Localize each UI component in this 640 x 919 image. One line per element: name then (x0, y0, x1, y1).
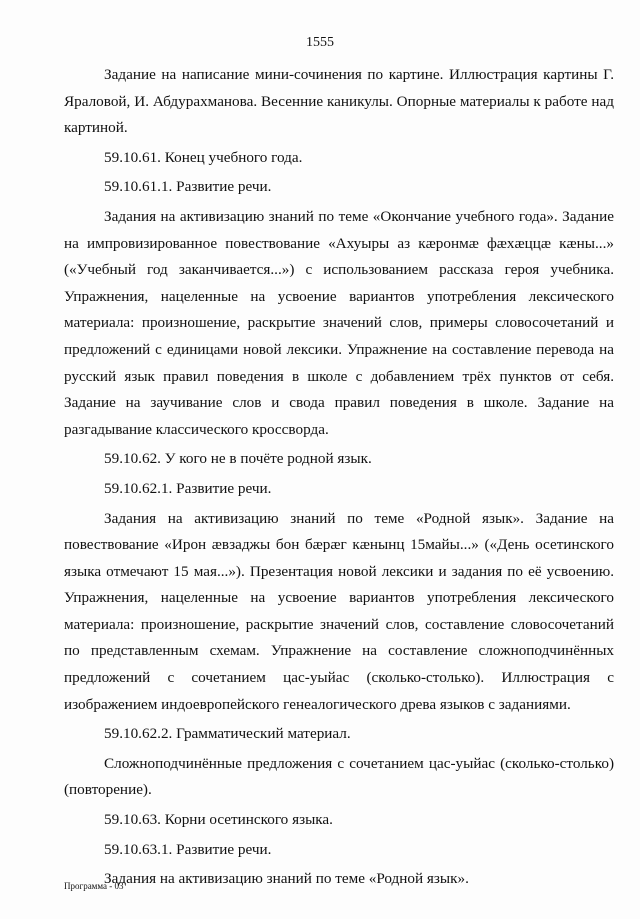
page-number: 1555 (306, 35, 334, 50)
heading-59-10-62: 59.10.62. У кого не в почёте родной язык. (104, 450, 372, 468)
heading-59-10-61-1: 59.10.61.1. Развитие речи. (104, 178, 272, 196)
paragraph-activation-tasks: Задания на активизацию знаний по теме «Родной язык». (104, 870, 469, 888)
heading-59-10-61: 59.10.61. Конец учебного года. (104, 148, 303, 166)
heading-59-10-63-1: 59.10.63.1. Развитие речи. (104, 840, 272, 858)
heading-59-10-63: 59.10.63. Корни осетинского языка. (104, 811, 333, 829)
paragraph-grammar-material: Сложноподчинённые предложения с сочетанием цас-уыйас (сколько-столько) (повторение). (64, 754, 614, 799)
paragraph-native-language-tasks: Задания на активизацию знаний по теме «Родной язык». Задание на повествование «Ирон æвзаджы бон бæрæг кæнынц 15майы...» («День осетинского языка отмечают 15 мая...»). Презентация новой лексики и задания по её усвоению. Упражнения, нацеленные на усвоение вариантов употребления лексического материала: произношение, раскрытие значений слов, составление словосочетаний по представленным схемам. Упражнение на составление сложноподчинённых предложений с сочетанием цас-уыйас (сколько-столько). Иллюстрация с изображением индоевропейского генеалогического древа языков с заданиями. (64, 509, 614, 713)
paragraph-essay-task: Задание на написание мини-сочинения по картине. Иллюстрация картины Г. Яраловой, И. Абдурахманова. Весенние каникулы. Опорные материалы к работе над картиной. (64, 66, 614, 137)
heading-59-10-62-2: 59.10.62.2. Грамматический материал. (104, 725, 351, 743)
footer-program-label: Программа - 03 (64, 881, 124, 891)
paragraph-end-of-year-tasks: Задания на активизацию знаний по теме «Окончание учебного года». Задание на импровизированное повествование «Ахуыры аз кæронмæ фæхæццæ кæны...» («Учебный год заканчивается...») с использованием рассказа героя учебника. Упражнения, нацеленные на усвоение вариантов употребления лексического материала: произношение, раскрытие значений слов, примеры словосочетаний и предложений с единицами новой лексики. Упражнение на составление перевода на русский язык правил поведения в школе с добавлением трёх пунктов от себя. Задание на заучивание слов и свода правил поведения в школе. Задание на разгадывание классического кроссворда. (64, 207, 614, 438)
heading-59-10-62-1: 59.10.62.1. Развитие речи. (104, 479, 272, 497)
